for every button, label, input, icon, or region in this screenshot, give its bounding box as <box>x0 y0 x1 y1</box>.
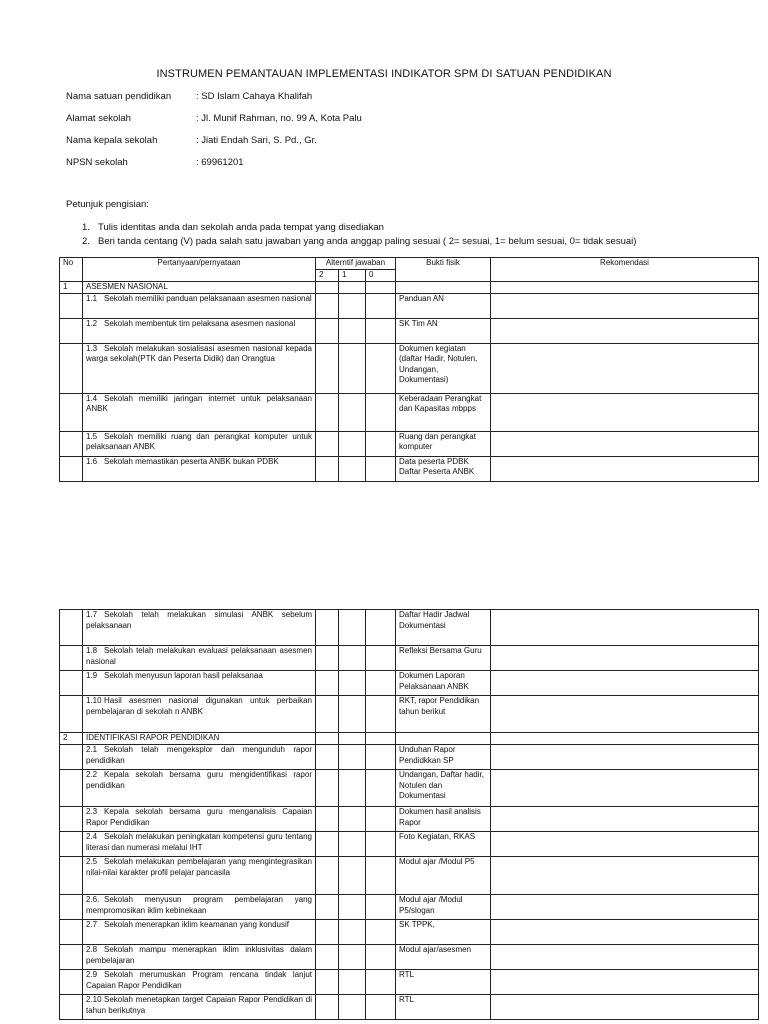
recommendation-cell[interactable] <box>491 807 759 832</box>
recommendation-cell[interactable] <box>491 770 759 807</box>
header-recommendation: Rekomendasi <box>491 258 759 282</box>
answer-cell-2[interactable] <box>316 318 339 343</box>
evidence-cell: Undangan, Daftar hadir, Notulen dan Dokumentasi <box>396 770 491 807</box>
table-row <box>60 770 759 807</box>
answer-cell-0[interactable] <box>366 671 396 696</box>
identity-label: Alamat sekolah <box>66 113 131 124</box>
answer-cell-1[interactable] <box>339 318 366 343</box>
recommendation-cell[interactable] <box>491 671 759 696</box>
table-row <box>60 393 759 431</box>
table-row <box>60 857 759 895</box>
header-alternatives: Alterntif jawaban <box>316 258 396 270</box>
answer-cell-1[interactable] <box>339 393 366 431</box>
identity-row <box>66 113 362 135</box>
recommendation-cell[interactable] <box>491 857 759 895</box>
recommendation-cell[interactable] <box>491 970 759 995</box>
answer-cell-0[interactable] <box>366 431 396 456</box>
monitoring-table-2 <box>59 609 759 1020</box>
identity-label: Nama satuan pendidikan <box>66 91 172 102</box>
table-row <box>60 456 759 481</box>
question-cell: 2.7 Sekolah menerapkan iklim keamanan yang kondusif <box>83 920 316 945</box>
answer-cell-1[interactable] <box>339 857 366 895</box>
evidence-cell: Daftar Hadir Jadwal Dokumentasi <box>396 610 491 646</box>
answer-cell-2[interactable] <box>316 945 339 970</box>
recommendation-cell[interactable] <box>491 696 759 733</box>
evidence-cell: Unduhan Rapor Pendidkkan SP <box>396 745 491 770</box>
answer-cell-0[interactable] <box>366 745 396 770</box>
answer-cell-0[interactable] <box>366 970 396 995</box>
answer-cell-2[interactable] <box>316 393 339 431</box>
answer-cell-1[interactable] <box>339 920 366 945</box>
question-cell: 1.2 Sekolah membentuk tim pelaksana asesmen nasional <box>83 318 316 343</box>
answer-cell-1[interactable] <box>339 745 366 770</box>
answer-cell-1[interactable] <box>339 671 366 696</box>
table-row <box>60 807 759 832</box>
answer-cell-2[interactable] <box>316 807 339 832</box>
evidence-cell: SK Tim AN <box>396 318 491 343</box>
answer-cell-1[interactable] <box>339 696 366 733</box>
evidence-cell: Modul ajar /Modul P5/slogan <box>396 895 491 920</box>
identity-value: : Jl. Munif Rahman, no. 99 A, Kota Palu <box>196 113 362 124</box>
question-cell: 1.4 Sekolah memiliki jaringan internet untuk pelaksanaan ANBK <box>83 393 316 431</box>
recommendation-cell[interactable] <box>491 318 759 343</box>
recommendation-cell[interactable] <box>491 646 759 671</box>
answer-cell-2[interactable] <box>316 770 339 807</box>
table-row <box>60 431 759 456</box>
instruction-number: 2. <box>82 236 90 247</box>
answer-cell-0[interactable] <box>366 318 396 343</box>
answer-cell-1[interactable] <box>339 995 366 1020</box>
table-row <box>60 293 759 318</box>
answer-cell-0[interactable] <box>366 807 396 832</box>
evidence-cell: SK TPPK, <box>396 920 491 945</box>
table-row <box>60 920 759 945</box>
document-title: INSTRUMEN PEMANTAUAN IMPLEMENTASI INDIKATOR SPM DI SATUAN PENDIDIKAN <box>156 68 612 80</box>
evidence-cell: RKT, rapor Pendidikan tahun berikut <box>396 696 491 733</box>
instructions-list <box>82 222 636 250</box>
instruction-text: Tulis identitas anda dan sekolah anda pada tempat yang disediakan <box>98 222 384 233</box>
answer-cell-1[interactable] <box>339 610 366 646</box>
instruction-item <box>82 236 636 250</box>
answer-cell-2[interactable] <box>316 456 339 481</box>
table-row <box>60 318 759 343</box>
answer-cell-1[interactable] <box>339 807 366 832</box>
monitoring-table-1 <box>59 257 759 482</box>
evidence-cell: Ruang dan perangkat komputer <box>396 431 491 456</box>
identity-value: : Jiati Endah Sari, S. Pd., Gr. <box>196 135 317 146</box>
header-evidence: Bukti fisik <box>396 258 491 282</box>
answer-cell-2[interactable] <box>316 920 339 945</box>
question-cell: 2.3 Kepala sekolah bersama guru menganalisis Capaian Rapor Pendidikan <box>83 807 316 832</box>
answer-cell-2[interactable] <box>316 895 339 920</box>
identity-value: : 69961201 <box>196 157 244 168</box>
answer-cell-1[interactable] <box>339 646 366 671</box>
answer-cell-1[interactable] <box>339 431 366 456</box>
evidence-cell: Refleksi Bersama Guru <box>396 646 491 671</box>
recommendation-cell[interactable] <box>491 895 759 920</box>
table-row <box>60 671 759 696</box>
table-row <box>60 696 759 733</box>
table-row <box>60 745 759 770</box>
recommendation-cell[interactable] <box>491 293 759 318</box>
section-number: 2 <box>60 733 83 745</box>
header-score-1: 1 <box>339 270 366 282</box>
header-question: Pertanyaan/pernyataan <box>83 258 316 282</box>
answer-cell-0[interactable] <box>366 646 396 671</box>
answer-cell-0[interactable] <box>366 770 396 807</box>
answer-cell-0[interactable] <box>366 343 396 393</box>
header-no: No <box>60 258 83 282</box>
question-cell: 2.1 Sekolah telah mengeksplor dan mengunduh rapor pendidikan <box>83 745 316 770</box>
table-row <box>60 343 759 393</box>
evidence-cell: RTL <box>396 995 491 1020</box>
answer-cell-0[interactable] <box>366 895 396 920</box>
answer-cell-0[interactable] <box>366 393 396 431</box>
recommendation-cell[interactable] <box>491 393 759 431</box>
question-cell: 2.5 Sekolah melakukan pembelajaran yang mengintegrasikan nilai-nilai karakter profil pelajar pancasila <box>83 857 316 895</box>
answer-cell-0[interactable] <box>366 832 396 857</box>
recommendation-cell[interactable] <box>491 920 759 945</box>
answer-cell-2[interactable] <box>316 610 339 646</box>
recommendation-cell[interactable] <box>491 456 759 481</box>
recommendation-cell[interactable] <box>491 995 759 1020</box>
answer-cell-2[interactable] <box>316 431 339 456</box>
identity-row <box>66 157 362 179</box>
header-score-0: 0 <box>366 270 396 282</box>
answer-cell-0[interactable] <box>366 920 396 945</box>
table-row <box>60 970 759 995</box>
question-cell: 1.7 Sekolah telah melakukan simulasi ANBK sebelum pelaksanaan <box>83 610 316 646</box>
evidence-cell: Modul ajar/asesmen <box>396 945 491 970</box>
answer-cell-0[interactable] <box>366 293 396 318</box>
answer-cell-0[interactable] <box>366 696 396 733</box>
answer-cell-0[interactable] <box>366 610 396 646</box>
answer-cell-1[interactable] <box>339 293 366 318</box>
answer-cell-0[interactable] <box>366 945 396 970</box>
question-cell: 2.4 Sekolah melakukan peningkatan kompetensi guru tentang literasi dan numerasi melalui IHT <box>83 832 316 857</box>
evidence-cell: Modul ajar /Modul P5 <box>396 857 491 895</box>
answer-cell-2[interactable] <box>316 970 339 995</box>
recommendation-cell[interactable] <box>491 431 759 456</box>
evidence-cell: Keberadaan Perangkat dan Kapasitas mbpps <box>396 393 491 431</box>
section-row <box>60 733 759 745</box>
evidence-cell: Panduan AN <box>396 293 491 318</box>
table-row <box>60 832 759 857</box>
answer-cell-2[interactable] <box>316 857 339 895</box>
question-cell: 1.9 Sekolah menyusun laporan hasil pelaksanaa <box>83 671 316 696</box>
answer-cell-2[interactable] <box>316 646 339 671</box>
question-cell: 1.10 Hasil asesmen nasional digunakan untuk perbaikan pembelajaran di sekolah n ANBK <box>83 696 316 733</box>
question-cell: 2.2 Kepala sekolah bersama guru mengidentifikasi rapor pendidikan <box>83 770 316 807</box>
table-row <box>60 995 759 1020</box>
instruction-text: Beri tanda centang (V) pada salah satu jawaban yang anda anggap paling sesuai ( 2= sesuai, 1= belum sesuai, 0= tidak sesuai) <box>98 236 637 247</box>
evidence-cell: RTL <box>396 970 491 995</box>
answer-cell-2[interactable] <box>316 293 339 318</box>
table-row <box>60 646 759 671</box>
question-cell: 1.8 Sekolah telah melakukan evaluasi pelaksanaan asesmen nasional <box>83 646 316 671</box>
answer-cell-2[interactable] <box>316 995 339 1020</box>
answer-cell-1[interactable] <box>339 895 366 920</box>
question-cell: 1.1 Sekolah memiliki panduan pelaksanaan asesmen nasional <box>83 293 316 318</box>
identity-label: Nama kepala sekolah <box>66 135 158 146</box>
recommendation-cell[interactable] <box>491 745 759 770</box>
instructions-heading: Petunjuk pengisian: <box>66 199 149 210</box>
identity-row <box>66 91 362 113</box>
answer-cell-1[interactable] <box>339 456 366 481</box>
evidence-cell: Dokumen Laporan Pelaksanaan ANBK <box>396 671 491 696</box>
answer-cell-0[interactable] <box>366 857 396 895</box>
recommendation-cell[interactable] <box>491 343 759 393</box>
answer-cell-1[interactable] <box>339 945 366 970</box>
question-cell: 2.6. Sekolah menyusun program pembelajaran yang mempromosikan iklim kebinekaan <box>83 895 316 920</box>
header-score-2: 2 <box>316 270 339 282</box>
section-number: 1 <box>60 282 83 294</box>
evidence-cell: Foto Kegiatan, RKAS <box>396 832 491 857</box>
answer-cell-0[interactable] <box>366 456 396 481</box>
answer-cell-1[interactable] <box>339 770 366 807</box>
recommendation-cell[interactable] <box>491 832 759 857</box>
instruction-item <box>82 222 636 236</box>
section-title: IDENTIFIKASI RAPOR PENDIDIKAN <box>83 733 316 745</box>
question-cell: 1.5 Sekolah memiliki ruang dan perangkat komputer untuk pelaksanaan ANBK <box>83 431 316 456</box>
question-cell: 2.9 Sekolah merumuskan Program rencana tindak lanjut Capaian Rapor Pendidikan <box>83 970 316 995</box>
answer-cell-2[interactable] <box>316 343 339 393</box>
evidence-cell: Dokumen kegiatan (daftar Hadir, Notulen, Undangan, Dokumentasi) <box>396 343 491 393</box>
table-row <box>60 895 759 920</box>
table-row <box>60 610 759 646</box>
answer-cell-2[interactable] <box>316 671 339 696</box>
recommendation-cell[interactable] <box>491 610 759 646</box>
evidence-cell: Dokumen hasil analisis Rapor <box>396 807 491 832</box>
answer-cell-2[interactable] <box>316 696 339 733</box>
evidence-cell: Data peserta PDBK Daftar Peserta ANBK <box>396 456 491 481</box>
instruction-number: 1. <box>82 222 90 233</box>
question-cell: 2.8 Sekolah mampu menerapkan iklim inklusivitas dalam pembelajaran <box>83 945 316 970</box>
answer-cell-2[interactable] <box>316 832 339 857</box>
answer-cell-0[interactable] <box>366 995 396 1020</box>
question-cell: 2.10 Sekolah menetapkan target Capaian Rapor Pendidikan di tahun berikutnya <box>83 995 316 1020</box>
recommendation-cell[interactable] <box>491 945 759 970</box>
answer-cell-1[interactable] <box>339 343 366 393</box>
answer-cell-2[interactable] <box>316 745 339 770</box>
question-cell: 1.6 Sekolah memastikan peserta ANBK bukan PDBK <box>83 456 316 481</box>
identity-value: : SD Islam Cahaya Khalifah <box>196 91 313 102</box>
section-title: ASESMEN NASIONAL <box>83 282 316 294</box>
identity-row <box>66 135 362 157</box>
identity-label: NPSN sekolah <box>66 157 128 168</box>
section-row <box>60 282 759 294</box>
table-row <box>60 945 759 970</box>
question-cell: 1.3 Sekolah melakukan sosialisasi asesmen nasional kepada warga sekolah(PTK dan Peserta Didik) dan Orangtua <box>83 343 316 393</box>
answer-cell-1[interactable] <box>339 832 366 857</box>
identity-block <box>66 91 362 179</box>
answer-cell-1[interactable] <box>339 970 366 995</box>
